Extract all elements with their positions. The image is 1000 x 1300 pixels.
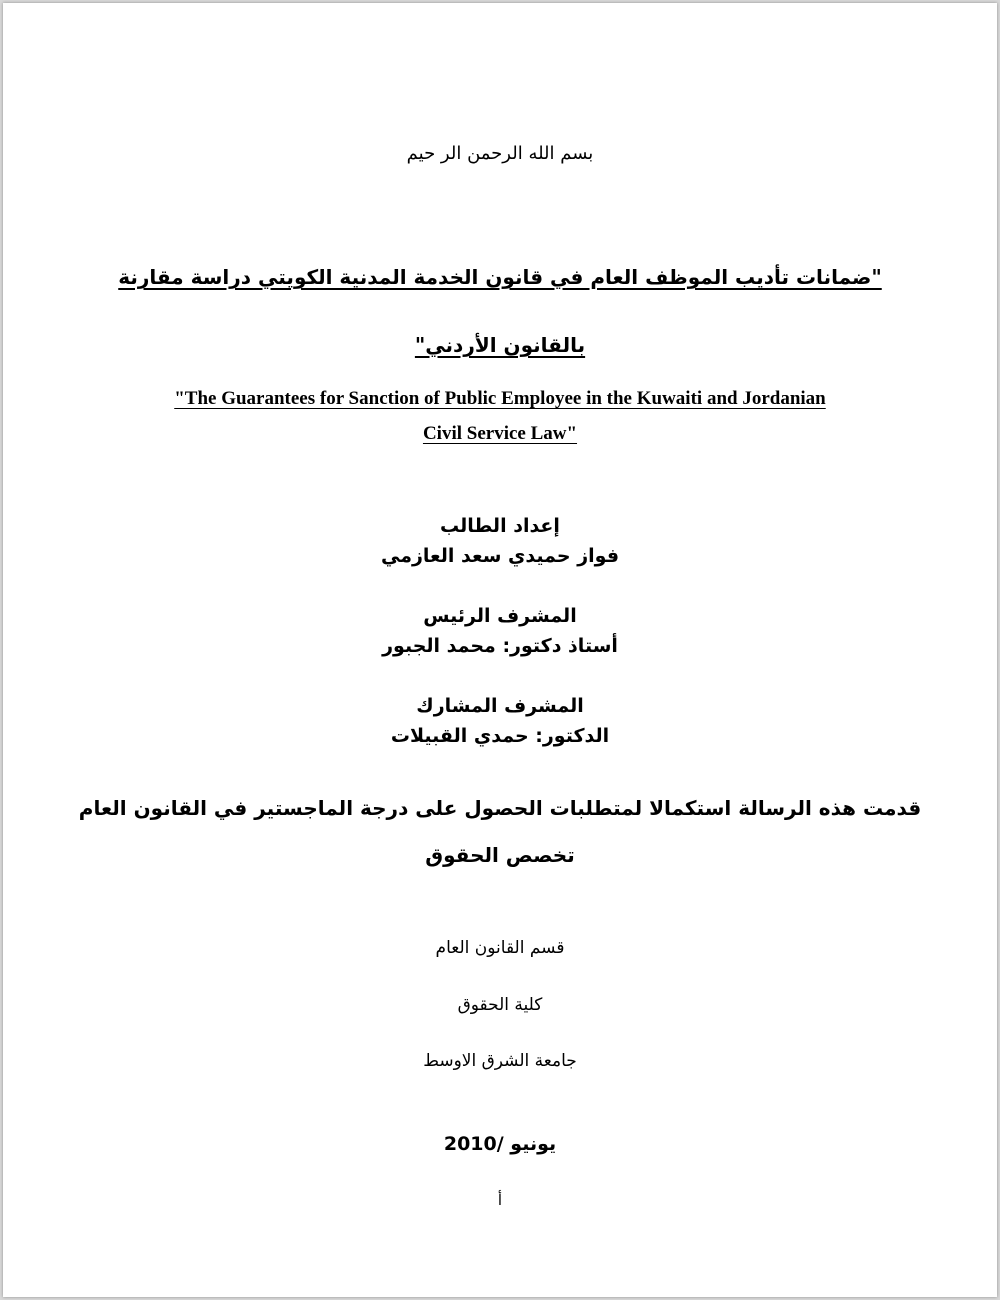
submission-statement-line-1: قدمت هذه الرسالة استكمالا لمتطلبات الحصول على درجة الماجستير في القانون العام — [78, 796, 922, 820]
faculty-name: كلية الحقوق — [457, 995, 543, 1015]
basmala: بسم الله الرحمن الر حيم — [406, 143, 594, 164]
document-page — [3, 3, 997, 1297]
supervisor-label: المشرف الرئيس — [423, 605, 577, 627]
student-label: إعداد الطالب — [440, 515, 560, 537]
university-name: جامعة الشرق الاوسط — [423, 1051, 577, 1071]
english-title-line-2: Civil Service Law" — [422, 423, 578, 444]
student-name: فواز حميدي سعد العازمي — [380, 545, 620, 567]
arabic-title-line-1: "ضمانات تأديب الموظف العام في قانون الخدمة المدنية الكويتي دراسة مقارنة — [118, 265, 882, 289]
arabic-title-line-2: بالقانون الأردني" — [414, 333, 586, 357]
department-name: قسم القانون العام — [435, 938, 565, 958]
supervisor-name: أستاذ دكتور: محمد الجبور — [382, 635, 618, 657]
english-title-line-1: "The Guarantees for Sanction of Public Employee in the Kuwaiti and Jordanian — [174, 388, 826, 409]
co-supervisor-name: الدكتور: حمدي القبيلات — [390, 725, 610, 747]
page-number: أ — [497, 1191, 503, 1209]
submission-date: يونيو /2010 — [443, 1133, 557, 1155]
submission-statement-line-2: تخصص الحقوق — [425, 843, 575, 867]
co-supervisor-label: المشرف المشارك — [416, 695, 584, 717]
